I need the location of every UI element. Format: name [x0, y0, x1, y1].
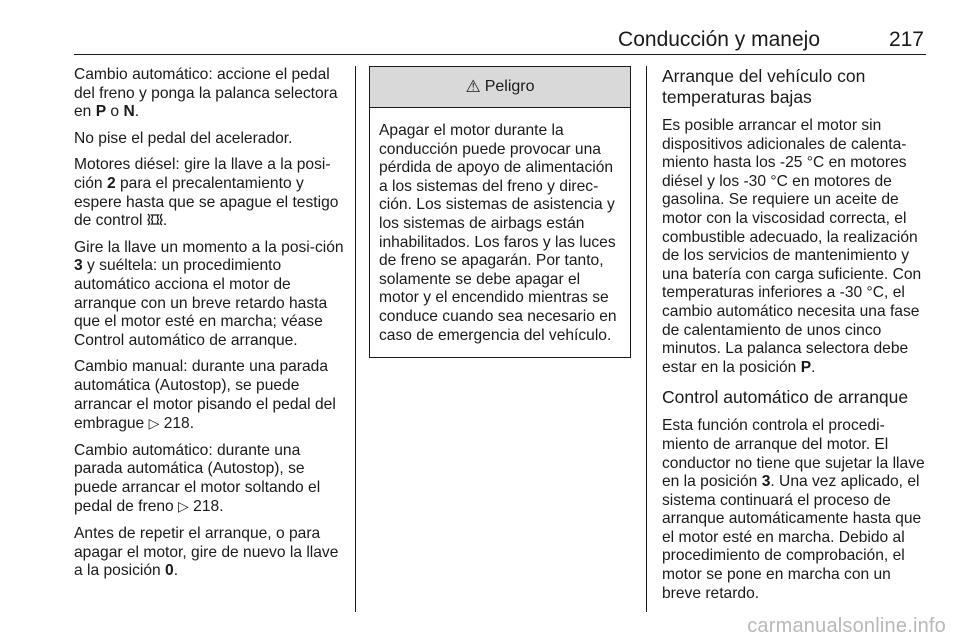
- column-divider: [646, 66, 647, 612]
- column-left: [74, 66, 346, 589]
- warning-box: [369, 66, 631, 358]
- header-rule: [74, 54, 926, 55]
- warning-body: Apagar el motor durante la conducción puede provocar una pérdida de apoyo de alimentación a los sistemas del freno y direc-ción. Los sistemas de asistencia y los sistemas de airbags están inhabilitados. Los faros y las luces de freno se apagarán. Por tanto, solamente se debe apagar el motor y el encendido mientras se conduce cuando sea necesario en caso de emergencia del vehículo.: [379, 122, 617, 344]
- warning-triangle-icon: ⚠: [465, 76, 481, 96]
- column-middle: [369, 66, 631, 358]
- paragraph-auto-start-control: Esta función controla el procedi-miento de arranque del motor. El conductor no tiene que sujetar la llave en la posición 3. Una vez aplicado, el sistema continuará el proceso de arranque automáticamente hasta que el motor esté en marcha. Debido al procedimiento de comprobación, el motor se pone en marcha con un breve retardo.: [662, 417, 925, 602]
- page-ref-arrow-icon: ▷: [178, 498, 189, 515]
- glow-plug-icon: [147, 213, 163, 226]
- page-ref-link[interactable]: 218.: [163, 415, 195, 433]
- page-header: [0, 0, 960, 52]
- paragraph-automatic-gearbox: Cambio automático: accione el pedal del freno y ponga la palanca selectora en P o N.: [74, 66, 338, 121]
- page-ref-arrow-icon: ▷: [148, 415, 160, 432]
- paragraph-automatic-autostop: Cambio automático: durante una parada automática (Autostop), se puede arrancar el motor soltando el pedal de freno ▷ 218.: [74, 441, 321, 516]
- column-right: [662, 66, 930, 611]
- paragraph-cold-start: Es posible arrancar el motor sin dispositivos adicionales de calenta-miento hasta los -25 °C en motores diésel y los -30 °C en motores de gasolina. Se requiere un aceite de motor con la viscosidad correcta, el combustible adecuado, la realización de los servicios de mantenimiento y una batería con carga suficiente. Con temperaturas inferiores a -30 °C, el cambio automático necesita una fase de calentamiento de unos cinco minutos. La palanca selectora debe estar en la posición P.: [662, 117, 922, 376]
- page-ref-link[interactable]: 218.: [193, 498, 224, 516]
- paragraph-diesel: Motores diésel: gire la llave a la posi-ción 2 para el precalentamiento y espere hasta que se apague el testigo de control .: [74, 156, 339, 230]
- heading-cold-start: Arranque del vehículo con temperaturas bajas: [662, 66, 866, 107]
- column-divider: [355, 66, 356, 612]
- section-title: Conducción y manejo: [618, 28, 820, 51]
- page-number: 217: [888, 28, 924, 51]
- paragraph-manual-autostop: Cambio manual: durante una parada automática (Autostop), se puede arrancar el motor pisando el pedal del embrague ▷ 218.: [74, 358, 336, 433]
- paragraph-accelerator: No pise el pedal del acelerador.: [74, 129, 293, 147]
- watermark: carmanualsonline.info: [747, 615, 946, 637]
- heading-auto-start-control: Control automático de arranque: [662, 387, 909, 408]
- warning-header: [370, 67, 630, 108]
- warning-title: Peligro: [484, 77, 535, 95]
- paragraph-repeat-start: Antes de repetir el arranque, o para apagar el motor, gire de nuevo la llave a la posición 0.: [74, 525, 339, 580]
- paragraph-key-position-3: Gire la llave un momento a la posi-ción 3 y suéltela: un procedimiento automático acciona el motor de arranque con un breve retardo hasta que el motor esté en marcha; véase Control automático de arranque.: [74, 238, 344, 349]
